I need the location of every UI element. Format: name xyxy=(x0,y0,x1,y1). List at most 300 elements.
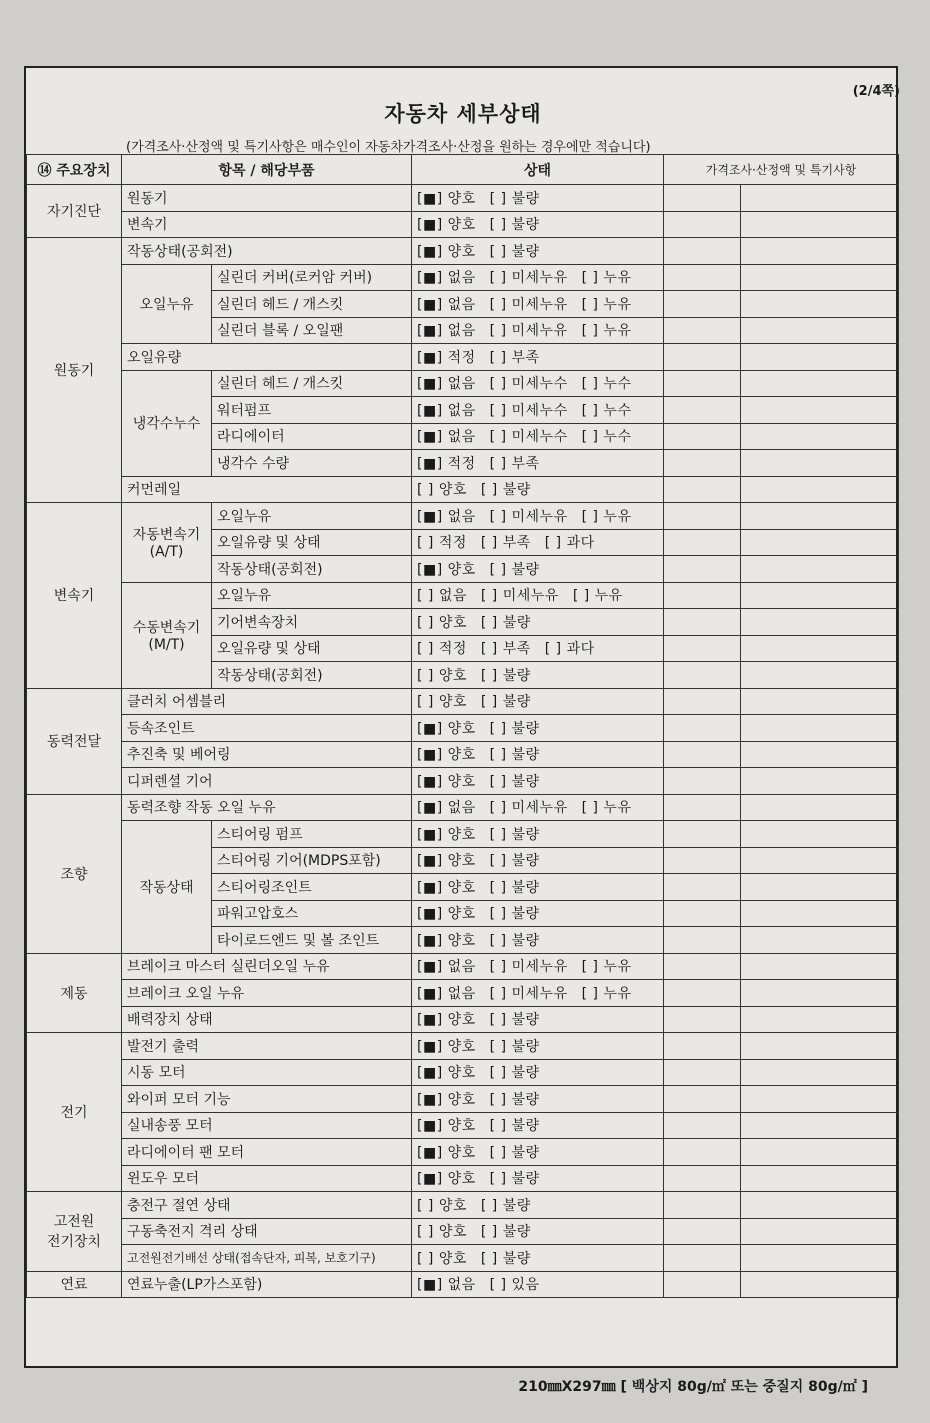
group-label: 전기 xyxy=(27,1033,122,1192)
price-cell-right[interactable] xyxy=(741,529,899,556)
table-row xyxy=(27,211,899,238)
price-cell-right[interactable] xyxy=(741,185,899,212)
item-label: 라디에이터 팬 모터 xyxy=(122,1139,412,1166)
price-cell-right[interactable] xyxy=(741,1139,899,1166)
form-title: 자동차 세부상태 xyxy=(384,102,542,126)
item-label: 실린더 헤드 / 개스킷 xyxy=(212,370,412,397)
price-cell-left[interactable] xyxy=(664,185,741,212)
price-cell-right[interactable] xyxy=(741,953,899,980)
state-option-1[interactable]: [■] 양호 xyxy=(417,773,476,790)
state-option-3[interactable]: [ ] 누유 xyxy=(581,959,632,976)
paper-spec-footer: 210㎜X297㎜ [ 백상지 80g/㎡ 또는 중질지 80g/㎡ ] xyxy=(518,1379,868,1395)
state-cell xyxy=(412,397,664,424)
header-item: 항목 / 해당부품 xyxy=(122,155,412,185)
state-cell xyxy=(412,821,664,848)
state-cell xyxy=(412,635,664,662)
item-label: 스티어링조인트 xyxy=(212,874,412,901)
price-cell-left[interactable] xyxy=(664,635,741,662)
state-option-1[interactable]: [■] 양호 xyxy=(417,1091,476,1108)
page-number: (2/4쪽) xyxy=(852,84,900,99)
subgroup-label: 오일누유 xyxy=(122,264,212,344)
state-option-2[interactable]: [ ] 불량 xyxy=(489,826,540,843)
table-row xyxy=(27,980,899,1007)
price-cell-left[interactable] xyxy=(664,317,741,344)
state-option-1[interactable]: [■] 양호 xyxy=(417,906,476,923)
state-option-2[interactable]: [ ] 불량 xyxy=(489,243,540,260)
item-label: 연료누출(LP가스포함) xyxy=(122,1271,412,1298)
state-option-1[interactable]: [■] 양호 xyxy=(417,217,476,234)
state-cell xyxy=(412,741,664,768)
item-label: 추진축 및 베어링 xyxy=(122,741,412,768)
group-label: 자기진단 xyxy=(27,185,122,238)
price-cell-left[interactable] xyxy=(664,344,741,371)
state-option-2[interactable]: [ ] 있음 xyxy=(489,1277,540,1294)
item-label: 실내송풍 모터 xyxy=(122,1112,412,1139)
price-cell-right[interactable] xyxy=(741,344,899,371)
state-option-2[interactable]: [ ] 미세누유 xyxy=(489,508,568,525)
price-cell-right[interactable] xyxy=(741,980,899,1007)
item-label: 윈도우 모터 xyxy=(122,1165,412,1192)
state-option-2[interactable]: [ ] 불량 xyxy=(489,720,540,737)
group-label: 제동 xyxy=(27,953,122,1033)
state-option-1[interactable]: [■] 없음 xyxy=(417,402,476,419)
price-cell-right[interactable] xyxy=(741,264,899,291)
state-cell xyxy=(412,1245,664,1272)
state-option-1[interactable]: [■] 양호 xyxy=(417,720,476,737)
price-cell-right[interactable] xyxy=(741,450,899,477)
price-cell-left[interactable] xyxy=(664,847,741,874)
state-option-3[interactable]: [ ] 누수 xyxy=(581,429,632,446)
state-option-3[interactable]: [ ] 누유 xyxy=(581,508,632,525)
state-cell xyxy=(412,609,664,636)
state-option-2[interactable]: [ ] 부족 xyxy=(489,349,540,366)
state-option-1[interactable]: [ ] 양호 xyxy=(417,482,467,499)
state-option-1[interactable]: [■] 적정 xyxy=(417,349,476,366)
state-option-2[interactable]: [ ] 부족 xyxy=(489,455,540,472)
item-label: 등속조인트 xyxy=(122,715,412,742)
price-cell-right[interactable] xyxy=(741,794,899,821)
state-option-2[interactable]: [ ] 불량 xyxy=(489,1065,540,1082)
state-option-2[interactable]: [ ] 부족 xyxy=(480,641,531,658)
price-cell-left[interactable] xyxy=(664,1139,741,1166)
state-option-3[interactable]: [ ] 누유 xyxy=(581,800,632,817)
state-cell xyxy=(412,900,664,927)
price-cell-left[interactable] xyxy=(664,211,741,238)
state-option-3[interactable]: [ ] 누유 xyxy=(581,985,632,1002)
state-cell xyxy=(412,1271,664,1298)
state-option-3[interactable]: [ ] 누수 xyxy=(581,376,632,393)
price-cell-right[interactable] xyxy=(741,556,899,583)
subgroup-label: 수동변속기 (M/T) xyxy=(122,582,212,688)
price-cell-right[interactable] xyxy=(741,1245,899,1272)
price-cell-right[interactable] xyxy=(741,927,899,954)
state-option-1[interactable]: [■] 없음 xyxy=(417,508,476,525)
price-cell-left[interactable] xyxy=(664,794,741,821)
subgroup-label: 작동상태 xyxy=(122,821,212,954)
state-cell xyxy=(412,953,664,980)
state-cell xyxy=(412,211,664,238)
price-cell-right[interactable] xyxy=(741,662,899,689)
inspection-table xyxy=(26,154,899,1298)
state-option-1[interactable]: [ ] 적정 xyxy=(417,535,467,552)
state-option-1[interactable]: [■] 없음 xyxy=(417,323,476,340)
state-option-1[interactable]: [■] 양호 xyxy=(417,1012,476,1029)
state-cell xyxy=(412,927,664,954)
state-option-1[interactable]: [■] 없음 xyxy=(417,376,476,393)
state-option-2[interactable]: [ ] 불량 xyxy=(480,614,531,631)
state-option-2[interactable]: [ ] 미세누유 xyxy=(489,985,568,1002)
table-row xyxy=(27,953,899,980)
state-option-2[interactable]: [ ] 불량 xyxy=(489,906,540,923)
state-option-1[interactable]: [■] 없음 xyxy=(417,429,476,446)
item-label: 실린더 커버(로커암 커버) xyxy=(212,264,412,291)
state-cell xyxy=(412,1033,664,1060)
state-option-1[interactable]: [■] 없음 xyxy=(417,1277,476,1294)
price-cell-right[interactable] xyxy=(741,397,899,424)
price-cell-left[interactable] xyxy=(664,450,741,477)
state-cell xyxy=(412,980,664,1007)
state-option-2[interactable]: [ ] 불량 xyxy=(489,1091,540,1108)
price-cell-right[interactable] xyxy=(741,1006,899,1033)
table-row xyxy=(27,582,899,609)
state-cell xyxy=(412,847,664,874)
state-cell xyxy=(412,582,664,609)
price-cell-right[interactable] xyxy=(741,476,899,503)
price-cell-left[interactable] xyxy=(664,264,741,291)
state-option-2[interactable]: [ ] 불량 xyxy=(489,1012,540,1029)
price-cell-right[interactable] xyxy=(741,847,899,874)
price-cell-left[interactable] xyxy=(664,503,741,530)
price-cell-left[interactable] xyxy=(664,1059,741,1086)
price-cell-left[interactable] xyxy=(664,1006,741,1033)
item-label: 실린더 블록 / 오일팬 xyxy=(212,317,412,344)
price-cell-left[interactable] xyxy=(664,821,741,848)
price-cell-right[interactable] xyxy=(741,370,899,397)
price-cell-right[interactable] xyxy=(741,741,899,768)
state-option-3[interactable]: [ ] 누유 xyxy=(581,296,632,313)
item-label: 실린더 헤드 / 개스킷 xyxy=(212,291,412,318)
price-cell-left[interactable] xyxy=(664,529,741,556)
state-option-2[interactable]: [ ] 미세누유 xyxy=(489,323,568,340)
state-cell xyxy=(412,264,664,291)
state-option-2[interactable]: [ ] 미세누유 xyxy=(489,270,568,287)
price-cell-right[interactable] xyxy=(741,291,899,318)
item-label: 스티어링 기어(MDPS포함) xyxy=(212,847,412,874)
state-option-1[interactable]: [ ] 양호 xyxy=(417,614,467,631)
price-cell-left[interactable] xyxy=(664,238,741,265)
table-row xyxy=(27,1033,899,1060)
state-option-2[interactable]: [ ] 불량 xyxy=(480,694,531,711)
state-option-1[interactable]: [■] 양호 xyxy=(417,1171,476,1188)
state-cell xyxy=(412,370,664,397)
item-label: 커먼레일 xyxy=(122,476,412,503)
state-option-2[interactable]: [ ] 미세누유 xyxy=(489,296,568,313)
price-cell-left[interactable] xyxy=(664,556,741,583)
state-cell xyxy=(412,317,664,344)
item-label: 라디에이터 xyxy=(212,423,412,450)
state-cell xyxy=(412,450,664,477)
table-row xyxy=(27,715,899,742)
price-cell-left[interactable] xyxy=(664,1033,741,1060)
item-label: 작동상태(공회전) xyxy=(212,662,412,689)
state-option-1[interactable]: [■] 양호 xyxy=(417,1038,476,1055)
item-label: 와이퍼 모터 기능 xyxy=(122,1086,412,1113)
table-row xyxy=(27,264,899,291)
inspection-form-sheet xyxy=(24,66,898,1368)
header-price: 가격조사·산정액 및 특기사항 xyxy=(664,155,899,185)
price-cell-left[interactable] xyxy=(664,1165,741,1192)
price-cell-left[interactable] xyxy=(664,1192,741,1219)
item-label: 브레이크 마스터 실린더오일 누유 xyxy=(122,953,412,980)
price-cell-right[interactable] xyxy=(741,715,899,742)
price-cell-right[interactable] xyxy=(741,1192,899,1219)
state-option-2[interactable]: [ ] 불량 xyxy=(480,1224,531,1241)
state-option-2[interactable]: [ ] 미세누수 xyxy=(489,376,568,393)
item-label: 시동 모터 xyxy=(122,1059,412,1086)
price-cell-right[interactable] xyxy=(741,238,899,265)
group-label: 변속기 xyxy=(27,503,122,689)
state-option-2[interactable]: [ ] 불량 xyxy=(489,1038,540,1055)
state-option-1[interactable]: [■] 양호 xyxy=(417,243,476,260)
price-cell-left[interactable] xyxy=(664,370,741,397)
state-cell xyxy=(412,715,664,742)
item-label: 동력조향 작동 오일 누유 xyxy=(122,794,412,821)
item-label: 발전기 출력 xyxy=(122,1033,412,1060)
price-cell-left[interactable] xyxy=(664,1218,741,1245)
state-option-1[interactable]: [ ] 양호 xyxy=(417,1250,467,1267)
price-cell-right[interactable] xyxy=(741,874,899,901)
state-option-3[interactable]: [ ] 누수 xyxy=(581,402,632,419)
table-row xyxy=(27,1218,899,1245)
state-option-1[interactable]: [■] 없음 xyxy=(417,296,476,313)
item-label: 고전원전기배선 상태(접속단자, 피복, 보호기구) xyxy=(122,1245,412,1272)
price-cell-right[interactable] xyxy=(741,1112,899,1139)
item-label: 변속기 xyxy=(122,211,412,238)
header-state: 상태 xyxy=(412,155,664,185)
state-option-2[interactable]: [ ] 불량 xyxy=(489,1118,540,1135)
price-cell-left[interactable] xyxy=(664,397,741,424)
price-cell-left[interactable] xyxy=(664,423,741,450)
state-option-2[interactable]: [ ] 부족 xyxy=(480,535,531,552)
state-option-2[interactable]: [ ] 불량 xyxy=(489,853,540,870)
state-option-1[interactable]: [■] 양호 xyxy=(417,826,476,843)
item-label: 오일누유 xyxy=(212,582,412,609)
item-label: 디퍼렌셜 기어 xyxy=(122,768,412,795)
price-cell-right[interactable] xyxy=(741,503,899,530)
item-label: 기어변속장치 xyxy=(212,609,412,636)
price-cell-left[interactable] xyxy=(664,980,741,1007)
form-subtitle: (가격조사·산정액 및 특기사항은 매수인이 자동차가격조사·산정을 원하는 경우에만 적습니다) xyxy=(126,140,651,155)
state-option-2[interactable]: [ ] 불량 xyxy=(489,879,540,896)
state-option-1[interactable]: [■] 양호 xyxy=(417,879,476,896)
table-row xyxy=(27,1006,899,1033)
price-cell-left[interactable] xyxy=(664,1245,741,1272)
state-option-1[interactable]: [■] 없음 xyxy=(417,800,476,817)
state-option-1[interactable]: [■] 양호 xyxy=(417,1118,476,1135)
state-option-2[interactable]: [ ] 불량 xyxy=(489,747,540,764)
state-option-1[interactable]: [ ] 없음 xyxy=(417,588,467,605)
state-option-1[interactable]: [■] 없음 xyxy=(417,985,476,1002)
table-row xyxy=(27,1139,899,1166)
item-label: 클러치 어셈블리 xyxy=(122,688,412,715)
price-cell-left[interactable] xyxy=(664,476,741,503)
item-label: 충전구 절연 상태 xyxy=(122,1192,412,1219)
state-cell xyxy=(412,1112,664,1139)
state-cell xyxy=(412,874,664,901)
price-cell-left[interactable] xyxy=(664,1112,741,1139)
state-option-3[interactable]: [ ] 누유 xyxy=(581,323,632,340)
price-cell-right[interactable] xyxy=(741,1165,899,1192)
state-option-2[interactable]: [ ] 불량 xyxy=(480,1250,531,1267)
price-cell-right[interactable] xyxy=(741,609,899,636)
price-cell-right[interactable] xyxy=(741,1218,899,1245)
price-cell-right[interactable] xyxy=(741,1086,899,1113)
price-cell-right[interactable] xyxy=(741,317,899,344)
state-cell xyxy=(412,556,664,583)
state-option-2[interactable]: [ ] 불량 xyxy=(489,1144,540,1161)
price-cell-left[interactable] xyxy=(664,1086,741,1113)
price-cell-left[interactable] xyxy=(664,662,741,689)
table-row xyxy=(27,476,899,503)
state-cell xyxy=(412,1218,664,1245)
item-label: 스티어링 펌프 xyxy=(212,821,412,848)
state-option-1[interactable]: [ ] 양호 xyxy=(417,1224,467,1241)
price-cell-left[interactable] xyxy=(664,927,741,954)
state-cell xyxy=(412,1059,664,1086)
state-option-2[interactable]: [ ] 미세누유 xyxy=(489,959,568,976)
group-label: 연료 xyxy=(27,1271,122,1298)
item-label: 오일유량 및 상태 xyxy=(212,635,412,662)
state-cell xyxy=(412,529,664,556)
price-cell-left[interactable] xyxy=(664,768,741,795)
state-option-1[interactable]: [■] 양호 xyxy=(417,853,476,870)
table-row xyxy=(27,1271,899,1298)
state-cell xyxy=(412,662,664,689)
price-cell-left[interactable] xyxy=(664,953,741,980)
table-row xyxy=(27,688,899,715)
state-cell xyxy=(412,238,664,265)
price-cell-right[interactable] xyxy=(741,211,899,238)
state-option-2[interactable]: [ ] 미세누수 xyxy=(489,402,568,419)
item-label: 오일유량 및 상태 xyxy=(212,529,412,556)
price-cell-right[interactable] xyxy=(741,768,899,795)
price-cell-right[interactable] xyxy=(741,688,899,715)
state-cell xyxy=(412,1165,664,1192)
state-option-3[interactable]: [ ] 누유 xyxy=(581,270,632,287)
state-option-1[interactable]: [■] 없음 xyxy=(417,270,476,287)
state-option-2[interactable]: [ ] 불량 xyxy=(489,190,540,207)
state-option-3[interactable]: [ ] 누유 xyxy=(572,588,623,605)
price-cell-left[interactable] xyxy=(664,582,741,609)
state-option-1[interactable]: [■] 양호 xyxy=(417,747,476,764)
item-label: 타이로드엔드 및 볼 조인트 xyxy=(212,927,412,954)
state-option-1[interactable]: [■] 양호 xyxy=(417,932,476,949)
state-cell xyxy=(412,794,664,821)
item-label: 파워고압호스 xyxy=(212,900,412,927)
item-label: 구동축전지 격리 상태 xyxy=(122,1218,412,1245)
state-option-1[interactable]: [■] 양호 xyxy=(417,1144,476,1161)
price-cell-left[interactable] xyxy=(664,715,741,742)
state-cell xyxy=(412,423,664,450)
state-option-1[interactable]: [■] 양호 xyxy=(417,561,476,578)
state-option-3[interactable]: [ ] 과다 xyxy=(544,535,595,552)
state-option-1[interactable]: [■] 양호 xyxy=(417,1065,476,1082)
state-option-2[interactable]: [ ] 불량 xyxy=(480,482,531,499)
state-option-2[interactable]: [ ] 미세누유 xyxy=(489,800,568,817)
header-section: ⑭ 주요장치 xyxy=(27,155,122,185)
price-cell-left[interactable] xyxy=(664,874,741,901)
state-option-2[interactable]: [ ] 미세누수 xyxy=(489,429,568,446)
state-option-1[interactable]: [ ] 양호 xyxy=(417,694,467,711)
price-cell-right[interactable] xyxy=(741,1033,899,1060)
table-row xyxy=(27,1165,899,1192)
state-option-2[interactable]: [ ] 불량 xyxy=(489,561,540,578)
state-cell xyxy=(412,688,664,715)
state-option-2[interactable]: [ ] 미세누유 xyxy=(480,588,559,605)
state-option-2[interactable]: [ ] 불량 xyxy=(480,1197,531,1214)
price-cell-right[interactable] xyxy=(741,900,899,927)
state-cell xyxy=(412,476,664,503)
state-option-2[interactable]: [ ] 불량 xyxy=(480,667,531,684)
price-cell-left[interactable] xyxy=(664,741,741,768)
state-option-1[interactable]: [ ] 양호 xyxy=(417,667,467,684)
price-cell-left[interactable] xyxy=(664,1271,741,1298)
state-option-1[interactable]: [ ] 적정 xyxy=(417,641,467,658)
price-cell-right[interactable] xyxy=(741,423,899,450)
state-cell xyxy=(412,1192,664,1219)
state-option-2[interactable]: [ ] 불량 xyxy=(489,1171,540,1188)
state-option-2[interactable]: [ ] 불량 xyxy=(489,217,540,234)
table-row xyxy=(27,1059,899,1086)
item-label: 오일유량 xyxy=(122,344,412,371)
group-label: 원동기 xyxy=(27,238,122,503)
table-row xyxy=(27,1112,899,1139)
item-label: 배력장치 상태 xyxy=(122,1006,412,1033)
price-cell-left[interactable] xyxy=(664,900,741,927)
price-cell-right[interactable] xyxy=(741,821,899,848)
price-cell-left[interactable] xyxy=(664,609,741,636)
subgroup-label: 냉각수누수 xyxy=(122,370,212,476)
price-cell-right[interactable] xyxy=(741,582,899,609)
item-label: 원동기 xyxy=(122,185,412,212)
state-option-1[interactable]: [■] 없음 xyxy=(417,959,476,976)
group-label: 동력전달 xyxy=(27,688,122,794)
state-option-2[interactable]: [ ] 불량 xyxy=(489,932,540,949)
state-cell xyxy=(412,503,664,530)
state-option-1[interactable]: [■] 적정 xyxy=(417,455,476,472)
price-cell-right[interactable] xyxy=(741,1271,899,1298)
price-cell-right[interactable] xyxy=(741,635,899,662)
state-cell xyxy=(412,768,664,795)
table-row xyxy=(27,370,899,397)
state-option-2[interactable]: [ ] 불량 xyxy=(489,773,540,790)
state-cell xyxy=(412,185,664,212)
item-label: 오일누유 xyxy=(212,503,412,530)
table-row xyxy=(27,238,899,265)
state-option-1[interactable]: [■] 양호 xyxy=(417,190,476,207)
table-row xyxy=(27,794,899,821)
state-option-3[interactable]: [ ] 과다 xyxy=(544,641,595,658)
price-cell-left[interactable] xyxy=(664,291,741,318)
state-cell xyxy=(412,1086,664,1113)
state-option-1[interactable]: [ ] 양호 xyxy=(417,1197,467,1214)
table-row xyxy=(27,1086,899,1113)
price-cell-right[interactable] xyxy=(741,1059,899,1086)
item-label: 냉각수 수량 xyxy=(212,450,412,477)
table-row xyxy=(27,821,899,848)
price-cell-left[interactable] xyxy=(664,688,741,715)
table-row xyxy=(27,1192,899,1219)
